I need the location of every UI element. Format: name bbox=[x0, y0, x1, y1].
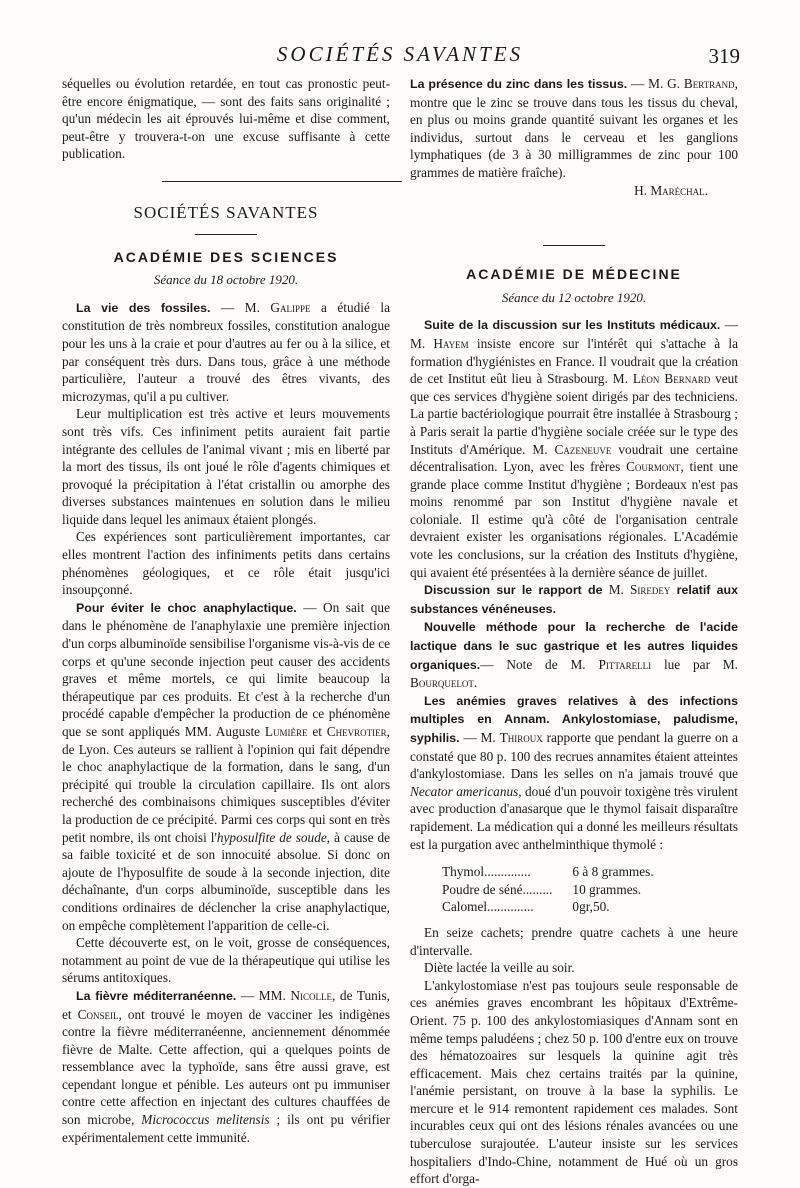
italic-term: Necator americanus bbox=[410, 783, 519, 799]
right-column bbox=[410, 75, 738, 1188]
recipe-quantity: 6 à 8 grammes. bbox=[572, 864, 654, 880]
article-title: Nouvelle méthode pour la recherche de l'acide lactique dans le suc gastrique et les autres liquides organiques. bbox=[410, 620, 738, 672]
author-name: Bourquelot bbox=[410, 675, 474, 691]
article-title: La fièvre méditerranéenne. bbox=[76, 988, 237, 1003]
paragraph: Leur multiplication est très active et leurs mouvements sont très vifs. Ces infiniment petits auraient fait partie intégrante des cellules de l'animal vivant ; mis en liberté par la mort des tissus, ils ont joué le rôle d'agents chimiques et provoqué la précipitation à l'état cristallin ou amorphe des diverses substances maintenues en solution dans le milieu liquide dans lequel les animaux étaient plongés. bbox=[62, 406, 390, 527]
article-title: Pour éviter le choc anaphylactique. bbox=[76, 600, 297, 615]
article-title: Suite de la discussion sur les Instituts médicaux. bbox=[424, 318, 721, 333]
recipe-row bbox=[442, 863, 654, 881]
author-name: Lumière bbox=[264, 724, 308, 739]
author-name: M. Siredey bbox=[608, 582, 671, 598]
academy-sciences-title: ACADÉMIE DES SCIENCES bbox=[113, 248, 339, 265]
section-divider bbox=[543, 245, 605, 246]
article-acide-lactique: Nouvelle méthode pour la recherche de l'acide lactique dans le suc gastrique et les autres liquides organiques.— Note de M. Pittarelli lue par M. Bourquelot. bbox=[410, 620, 738, 691]
author-name: Thiroux bbox=[499, 730, 543, 745]
section-divider bbox=[162, 181, 402, 182]
author-name: Hayem bbox=[433, 335, 469, 351]
intro-paragraph: séquelles ou évolution retardée, en tout cas pronostic peut-être encore énigmatique, — sont des faits sans originalité ; qu'un médecin les ait éprouvés lui-même et dise comment, peut-être y trouvera-t-on une excuse suffisante à cette publication. bbox=[62, 76, 390, 162]
article-title: La vie des fossiles. bbox=[76, 300, 211, 315]
recipe-row bbox=[442, 898, 654, 916]
running-title: SOCIÉTÉS SAVANTES bbox=[276, 42, 524, 66]
article-zinc: La présence du zinc dans les tissus. — M. G. Bertrand, montre que le zinc se trouve dans tous les tissus du cheval, en plus ou moins grande quantité suivant les organes et les individus, surtout dans le cerveau et les ganglions lymphatiques (de 3 à 30 milligrammes de zinc pour 100 grammes de matière fraîche). bbox=[410, 76, 738, 180]
section-title: SOCIÉTÉS SAVANTES bbox=[133, 202, 319, 222]
author-name: Galippe bbox=[270, 299, 311, 315]
author-name: Conseil bbox=[77, 1006, 119, 1022]
title-divider bbox=[195, 234, 257, 235]
author-name: Pittarelli bbox=[598, 656, 652, 672]
article-title: Discussion sur le rapport de bbox=[424, 583, 609, 598]
article-fievre: La fièvre méditerranéenne. — MM. Nicolle, de Tunis, et Conseil, ont trouvé le moyen de vacciner les indigènes contre la fièvre méditerranéenne, anciennement dénommée fièvre de Malte. Cette affection, qui a quelques points de ressemblance avec la typhoïde, sans être aussi grave, est cependant longue et pénible. Les auteurs ont pu immuniser contre cette affection en injectant des cultures chauffées de son microbe, Micrococcus melitensis ; ils ont pu vérifier expérimentalement cette immunité. bbox=[62, 987, 391, 1145]
paragraph: En seize cachets; prendre quatre cachets à une heure d'intervalle. bbox=[410, 924, 738, 958]
article-fossiles: La vie des fossiles. — M. Galippe a étudié la constitution de très nombreux fossiles, constitution analogue pour les uns à la craie et pour d'autres au fer ou à la silice, et par conséquent très durs. Dans tous, grâce à une méthode particulière, l'auteur a trouvé des êtres vivants, des microzymas, qu'il a pu cultiver. bbox=[62, 299, 390, 404]
author-name: Bertrand bbox=[683, 76, 735, 91]
author-name: Courmont bbox=[626, 459, 681, 475]
italic-term: Micrococcus melitensis bbox=[141, 1112, 270, 1128]
author-name: Chevrotier bbox=[326, 724, 387, 739]
article-title: La présence du zinc dans les tissus. bbox=[410, 77, 628, 91]
recipe-ingredient: Thymol.............. bbox=[442, 864, 531, 880]
recipe-quantity: 0gr,50. bbox=[572, 899, 610, 915]
article-instituts: Suite de la discussion sur les Instituts médicaux. — M. Hayem insiste encore sur l'intérêt qui s'attache à la formation d'hygiénistes en France. Il voudrait que la création de cet Institut eût lieu à Strasbourg. M. Léon Bernard veut que ces services d'hygiène soient dirigés par des techniciens. La partie bactériologique pourrait être installée à Strasbourg ; à Paris serait la partie d'hygiène sociale créée sur le type des Instituts d'Amérique. M. Cazeneuve voudrait une certaine décentralisation. Lyon, avec les frères Courmont, tient une grande place comme Institut d'hygiène ; Bordeaux n'est pas moins renommé par son Institut d'hygiène navale et coloniale. Il estime qu'à côté de l'organisation centrale devraient exister les organisations régionales. L'Académie vote les conclusions, sur la création des Instituts d'hygiène, qui avaient été présentées à la dernière séance de juillet. bbox=[410, 317, 739, 580]
recipe-quantity: 10 grammes. bbox=[572, 881, 642, 897]
paragraph: Diète lactée la veille au soir. bbox=[424, 960, 575, 976]
academy-medecine-title: ACADÉMIE DE MÉDECINE bbox=[466, 266, 682, 283]
signature: H. Maréchal. bbox=[634, 182, 708, 198]
recipe-row bbox=[442, 881, 654, 899]
paragraph: Ces expériences sont particulièrement importantes, car elles montrent l'action des infiniments petits dans certains phénomènes géologiques, et ce rôle était jusqu'ici insoupçonné. bbox=[62, 529, 390, 598]
paragraph: Cette découverte est, on le voit, grosse de conséquences, notamment au point de vue de la thérapeutique qui utilise les sérums antitoxiques. bbox=[62, 935, 390, 986]
italic-term: hyposulfite de soude bbox=[216, 829, 327, 845]
paragraph: L'ankylostomiase n'est pas toujours seule responsable de ces anémies graves encombrant les hôpitaux d'Extrême-Orient. 75 p. 100 des ankylostomiasiques d'Annam sont en même temps paludéens ; chez 50 p. 100 d'entre eux on trouve des hématozoaires sur lesquels la quinine agit très efficacement. Mais chez certains traités par la quinine, l'anémie persistant, on trouve à la base la syphilis. Le mercure et le 914 remontent rapidement ces malades. Sont incurables ceux qui ont des lésions rénales avancées ou une tuberculose surajoutée. L'auteur insiste sur les services hospitaliers d'Indo-Chine, notamment de Hué où un gros effort d'orga- bbox=[410, 977, 738, 1187]
recipe-ingredient: Poudre de séné......... bbox=[442, 881, 553, 897]
left-column bbox=[62, 75, 390, 1146]
seance-date: Séance du 12 octobre 1920. bbox=[501, 289, 647, 305]
author-name: Nicolle bbox=[290, 987, 332, 1003]
page-number: 319 bbox=[708, 44, 740, 68]
recipe-ingredient: Calomel.............. bbox=[442, 899, 534, 915]
article-anaphylaxie: Pour éviter le choc anaphylactique. — On sait que dans le phénomène de l'anaphylaxie une première injection d'un corps albuminoïde sensibilise l'organisme vis-à-vis de ce corps et qu'une seconde injection peut causer des accidents graves et même mortels, ce qui limite beaucoup la thérapeutique par ces produits. Et c'est à la recherche d'un procédé capable d'empêcher la production de ce phénomène que se sont appliqués MM. Auguste Lumière et Chevrotier, de Lyon. Ces auteurs se rallient à l'opinion qui fait dépendre le choc anaphylactique de la formation, dans le sang, d'un précipité qui trouble la circulation capillaire. Ils ont alors recherché des combinaisons chimiques susceptibles d'éviter la production de ce précipité. Parmi ces corps qui sont en très petit nombre, ils ont choisi l'hyposulfite de soude, à cause de sa faible toxicité et de son innocuité absolue. Si donc on ajoute de l'hyposulfite de soude à la seconde injection, dite déchaînante, d'un corps albuminoïde, susceptible dans les conditions ordinaires de déclencher la crise anaphylactique, on empêche complètement l'apparition de celle-ci. bbox=[62, 599, 391, 933]
page-header bbox=[60, 42, 740, 72]
article-siredey: Discussion sur le rapport de M. Siredey relatif aux substances vénéneuses. bbox=[410, 582, 738, 616]
author-name: Léon Bernard bbox=[632, 371, 711, 387]
recipe-table bbox=[442, 863, 654, 916]
article-title: Les anémies graves relatives à des infections multiples en Annam. Ankylostomiase, paludisme, syphilis. bbox=[410, 693, 738, 745]
author-name: Cazeneuve bbox=[554, 441, 612, 457]
article-anemies: Les anémies graves relatives à des infections multiples en Annam. Ankylostomiase, paludisme, syphilis. — M. Thiroux rapporte que pendant la guerre on a constaté que 80 p. 100 des recrues annamites étaient atteintes d'ankylostomiase. Dans les selles on n'a jamais trouvé que Necator americanus, doué d'un pouvoir toxigène très virulent avec production d'anasarque que le thymol faisait disparaître rapidement. La médication qui a donné les meilleurs résultats est la purgation avec anthelminthique thymolé : bbox=[410, 693, 738, 852]
seance-date: Séance du 18 octobre 1920. bbox=[153, 272, 299, 288]
